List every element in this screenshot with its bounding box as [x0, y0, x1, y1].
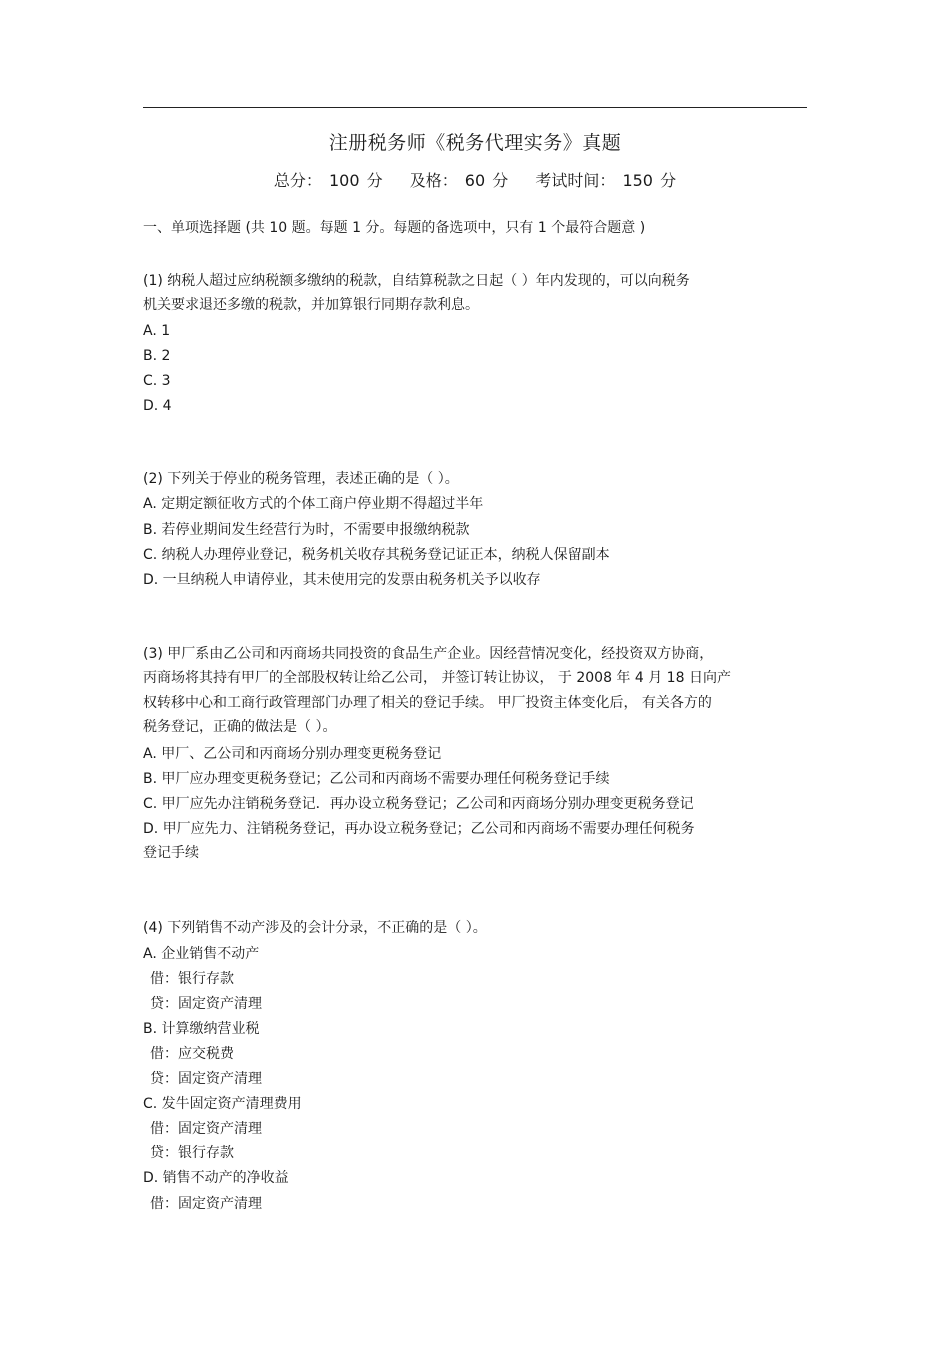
question-4-stem: (4) 下列销售不动产涉及的会计分录，不正确的是（ ）。	[143, 920, 487, 936]
question-3-stem-line-4: 税务登记，正确的做法是（ ）。	[143, 719, 337, 735]
question-2-option-c: C. 纳税人办理停业登记，税务机关收存其税务登记证正本，纳税人保留副本	[143, 547, 610, 563]
question-4-a-credit: 贷：固定资产清理	[150, 996, 262, 1012]
question-4-option-d: D. 销售不动产的净收益	[143, 1170, 289, 1186]
question-4-a-debit: 借：银行存款	[150, 971, 234, 987]
exam-info	[0, 168, 950, 191]
question-3-option-a: A. 甲厂、乙公司和丙商场分别办理变更税务登记	[143, 746, 442, 762]
question-4-option-b: B. 计算缴纳营业税	[143, 1021, 260, 1037]
header-rule	[143, 107, 807, 108]
question-1-option-b: B. 2	[143, 348, 171, 364]
question-3-option-c: C. 甲厂应先办注销税务登记．再办设立税务登记；乙公司和丙商场分别办理变更税务登记	[143, 796, 694, 812]
total-score: 总分： 100 分	[273, 171, 383, 190]
question-3-stem-line-2: 丙商场将其持有甲厂的全部股权转让给乙公司， 并签订转让协议， 于 2008 年 4 月 18 日向产	[143, 670, 731, 686]
question-1-stem-line-1: (1) 纳税人超过应纳税额多缴纳的税款，自结算税款之日起（ ）年内发现的，可以向税务	[143, 273, 690, 289]
question-3-stem-line-3: 权转移中心和工商行政管理部门办理了相关的登记手续。 甲厂投资主体变化后， 有关各方的	[143, 695, 712, 711]
exam-title: 注册税务师《税务代理实务》真题	[328, 132, 622, 154]
question-3-option-d-cont: 登记手续	[143, 845, 199, 861]
question-1-option-a: A. 1	[143, 323, 171, 339]
question-4-d-debit: 借：固定资产清理	[150, 1196, 262, 1212]
question-3-option-d: D. 甲厂应先力、注销税务登记，再办设立税务登记；乙公司和丙商场不需要办理任何税务	[143, 821, 695, 837]
question-4-b-credit: 贷：固定资产清理	[150, 1071, 262, 1087]
question-2-option-d: D. 一旦纳税人申请停业，其未使用完的发票由税务机关予以收存	[143, 572, 541, 588]
pass-score: 及格： 60 分	[409, 171, 509, 190]
question-4-option-a: A. 企业销售不动产	[143, 946, 260, 962]
question-3-option-b: B. 甲厂应办理变更税务登记；乙公司和丙商场不需要办理任何税务登记手续	[143, 771, 610, 787]
question-4-c-debit: 借：固定资产清理	[150, 1121, 262, 1137]
question-2-stem: (2) 下列关于停业的税务管理，表述正确的是（ ）。	[143, 471, 459, 487]
question-1-option-d: D. 4	[143, 398, 172, 414]
question-4-b-debit: 借：应交税费	[150, 1046, 234, 1062]
question-1-stem-line-2: 机关要求退还多缴的税款，并加算银行同期存款利息。	[143, 297, 479, 313]
question-2-option-a: A. 定期定额征收方式的个体工商户停业期不得超过半年	[143, 496, 484, 512]
question-4-option-c: C. 发牛固定资产清理费用	[143, 1096, 302, 1112]
question-1-option-c: C. 3	[143, 373, 171, 389]
exam-time: 考试时间： 150 分	[535, 171, 677, 190]
question-4-c-credit: 贷：银行存款	[150, 1145, 234, 1161]
question-3-stem-line-1: (3) 甲厂系由乙公司和丙商场共同投资的食品生产企业。因经营情况变化，经投资双方协商，	[143, 646, 714, 662]
question-2-option-b: B. 若停业期间发生经营行为时，不需要申报缴纳税款	[143, 522, 470, 538]
section-heading: 一、单项选择题 (共 10 题。每题 1 分。每题的备选项中，只有 1 个最符合题意 )	[143, 220, 646, 236]
